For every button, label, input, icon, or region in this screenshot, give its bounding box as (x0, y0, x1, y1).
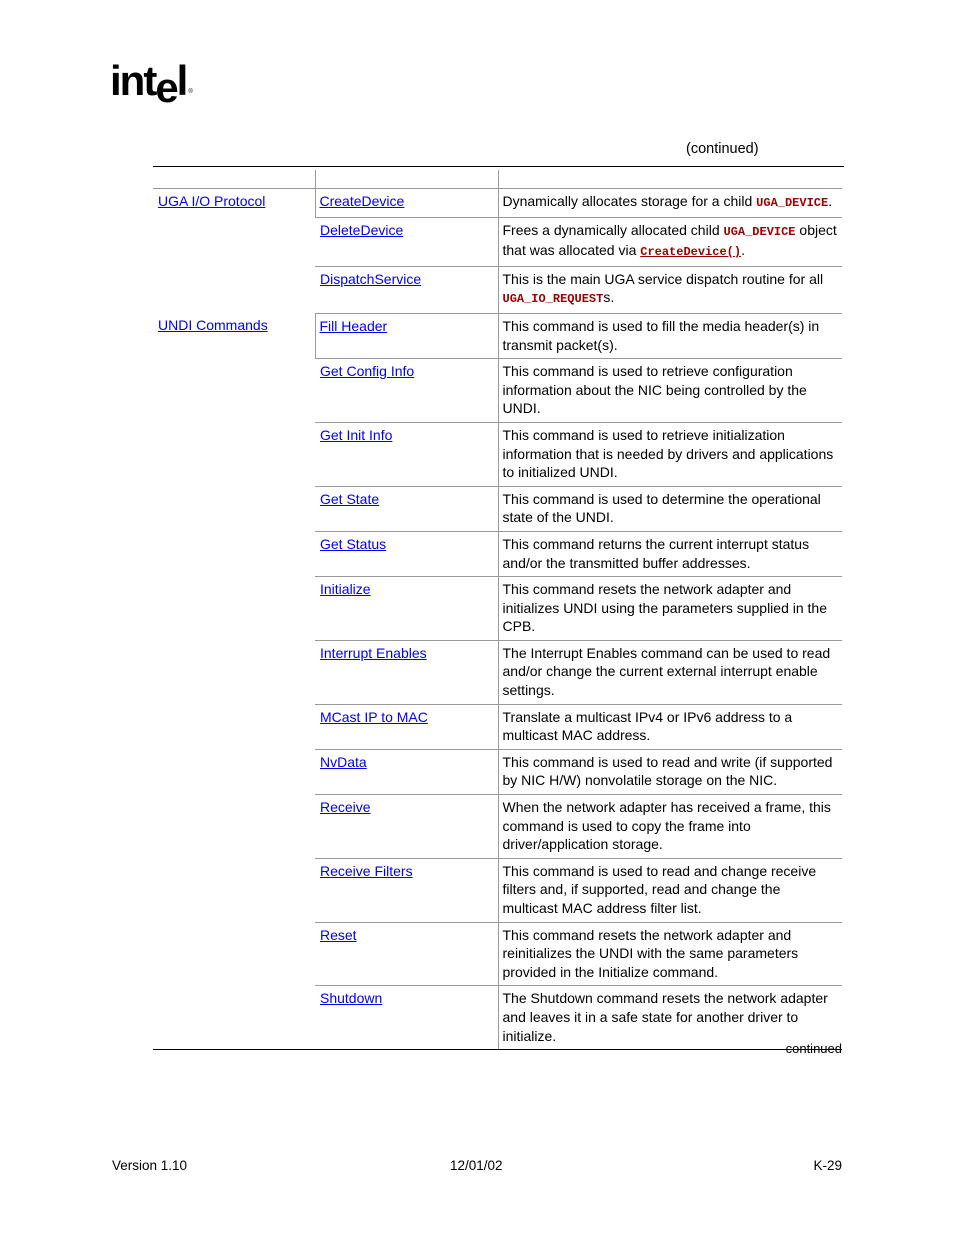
table-row (153, 189, 842, 218)
protocol-cell (153, 313, 315, 1049)
description-text: object that was allocated via (502, 221, 837, 259)
function-link[interactable]: CreateDevice (319, 193, 405, 209)
description-cell (498, 795, 842, 859)
description-text: This is the main UGA service dispatch routine for all (502, 270, 824, 287)
description-cell (498, 217, 842, 266)
description-cell (498, 640, 842, 704)
footer-version: Version 1.10 (112, 1158, 188, 1173)
function-cell (315, 266, 498, 313)
description-text: This command is used to fill the media header(s) in transmit packet(s). (502, 317, 820, 353)
function-cell (315, 422, 498, 486)
header-rule (153, 166, 844, 167)
description-cell (498, 313, 842, 358)
description-cell (498, 922, 842, 986)
description-cell (498, 577, 842, 641)
function-link[interactable]: Get Config Info (320, 363, 415, 380)
function-cell (315, 217, 498, 266)
description-text: Frees a dynamically allocated child (502, 221, 724, 238)
function-cell (315, 858, 498, 922)
intel-logo: intel ® (110, 57, 191, 111)
continued-header: (continued) (686, 141, 759, 157)
description-cell (498, 359, 842, 423)
function-link[interactable]: DispatchService (320, 270, 422, 287)
description-text: This command is used to retrieve configuration information about the NIC being controlled by the UNDI. (502, 363, 807, 417)
function-link[interactable]: Get State (320, 490, 380, 507)
function-link[interactable]: Receive (320, 799, 371, 816)
description-text: When the network adapter has received a frame, this command is used to copy the frame into driver/application storage. (502, 799, 831, 853)
function-link[interactable]: Initialize (320, 581, 371, 598)
description-text: This command is used to retrieve initialization information that is needed by drivers and applications to initialized UNDI. (502, 426, 834, 481)
footer-page-number: K-29 (813, 1158, 842, 1173)
function-link[interactable]: DeleteDevice (320, 221, 404, 238)
function-link[interactable]: Receive Filters (320, 862, 413, 879)
description-text: This command returns the current interrupt status and/or the transmitted buffer addresses. (502, 535, 810, 571)
function-cell (315, 922, 498, 986)
description-text: This command is used to determine the operational state of the UNDI. (502, 490, 821, 526)
function-link[interactable]: Interrupt Enables (320, 644, 427, 661)
description-text: Dynamically allocates storage for a child (502, 193, 757, 209)
function-cell (315, 749, 498, 794)
footer-date: 12/01/02 (450, 1158, 503, 1173)
description-cell (498, 749, 842, 794)
description-cell (498, 189, 842, 218)
function-cell (315, 704, 498, 749)
protocol-link[interactable]: UGA I/O Protocol (158, 193, 266, 209)
description-text: The Shutdown command resets the network adapter and leaves it in a safe state for another driver to initialize. (502, 990, 828, 1044)
function-cell (315, 486, 498, 531)
function-cell (315, 313, 498, 358)
function-link[interactable]: NvData (320, 753, 367, 770)
description-text: This command is used to read and write (if supported by NIC H/W) nonvolatile storage on the NIC. (502, 753, 833, 789)
description-cell (498, 704, 842, 749)
description-cell (498, 858, 842, 922)
code-reference-link[interactable]: CreateDevice() (640, 245, 742, 260)
description-text: This command resets the network adapter and initializes UNDI using the parameters supplied in the CPB. (502, 581, 827, 635)
description-cell (498, 266, 842, 313)
protocol-link[interactable]: UNDI Commands (158, 317, 268, 334)
function-link[interactable]: MCast IP to MAC (320, 708, 428, 725)
function-cell (315, 577, 498, 641)
description-cell (498, 422, 842, 486)
description-text: The Interrupt Enables command can be used to read and/or change the current external interrupt enable settings. (502, 644, 831, 699)
description-text: This command resets the network adapter and reinitializes the UNDI with the same parameters provided in the Initialize command. (502, 926, 799, 980)
description-cell (498, 486, 842, 531)
code-identifier: UGA_DEVICE (723, 224, 796, 239)
function-cell (315, 986, 498, 1050)
function-link[interactable]: Shutdown (320, 990, 383, 1007)
protocol-cell (153, 189, 315, 314)
function-cell (315, 795, 498, 859)
function-cell (315, 531, 498, 576)
description-text: Translate a multicast IPv4 or IPv6 address to a multicast MAC address. (502, 708, 793, 744)
function-cell (315, 189, 498, 218)
function-link[interactable]: Reset (320, 926, 357, 943)
function-cell (315, 640, 498, 704)
function-link[interactable]: Get Status (320, 535, 387, 552)
continued-footer: continued (785, 1041, 842, 1056)
description-text: This command is used to read and change receive filters and, if supported, read and change the multicast MAC address filter list. (502, 862, 817, 916)
description-text: . (828, 193, 833, 209)
table-header-row (153, 170, 842, 189)
description-cell (498, 531, 842, 576)
function-link[interactable]: Fill Header (319, 317, 388, 334)
reference-table (153, 170, 842, 1050)
function-link[interactable]: Get Init Info (320, 426, 393, 443)
code-identifier: UGA_IO_REQUEST (502, 292, 604, 307)
description-text: s. (603, 289, 615, 306)
description-text: . (741, 242, 745, 259)
function-cell (315, 359, 498, 423)
code-identifier: UGA_DEVICE (756, 196, 829, 210)
table-row (153, 313, 842, 358)
